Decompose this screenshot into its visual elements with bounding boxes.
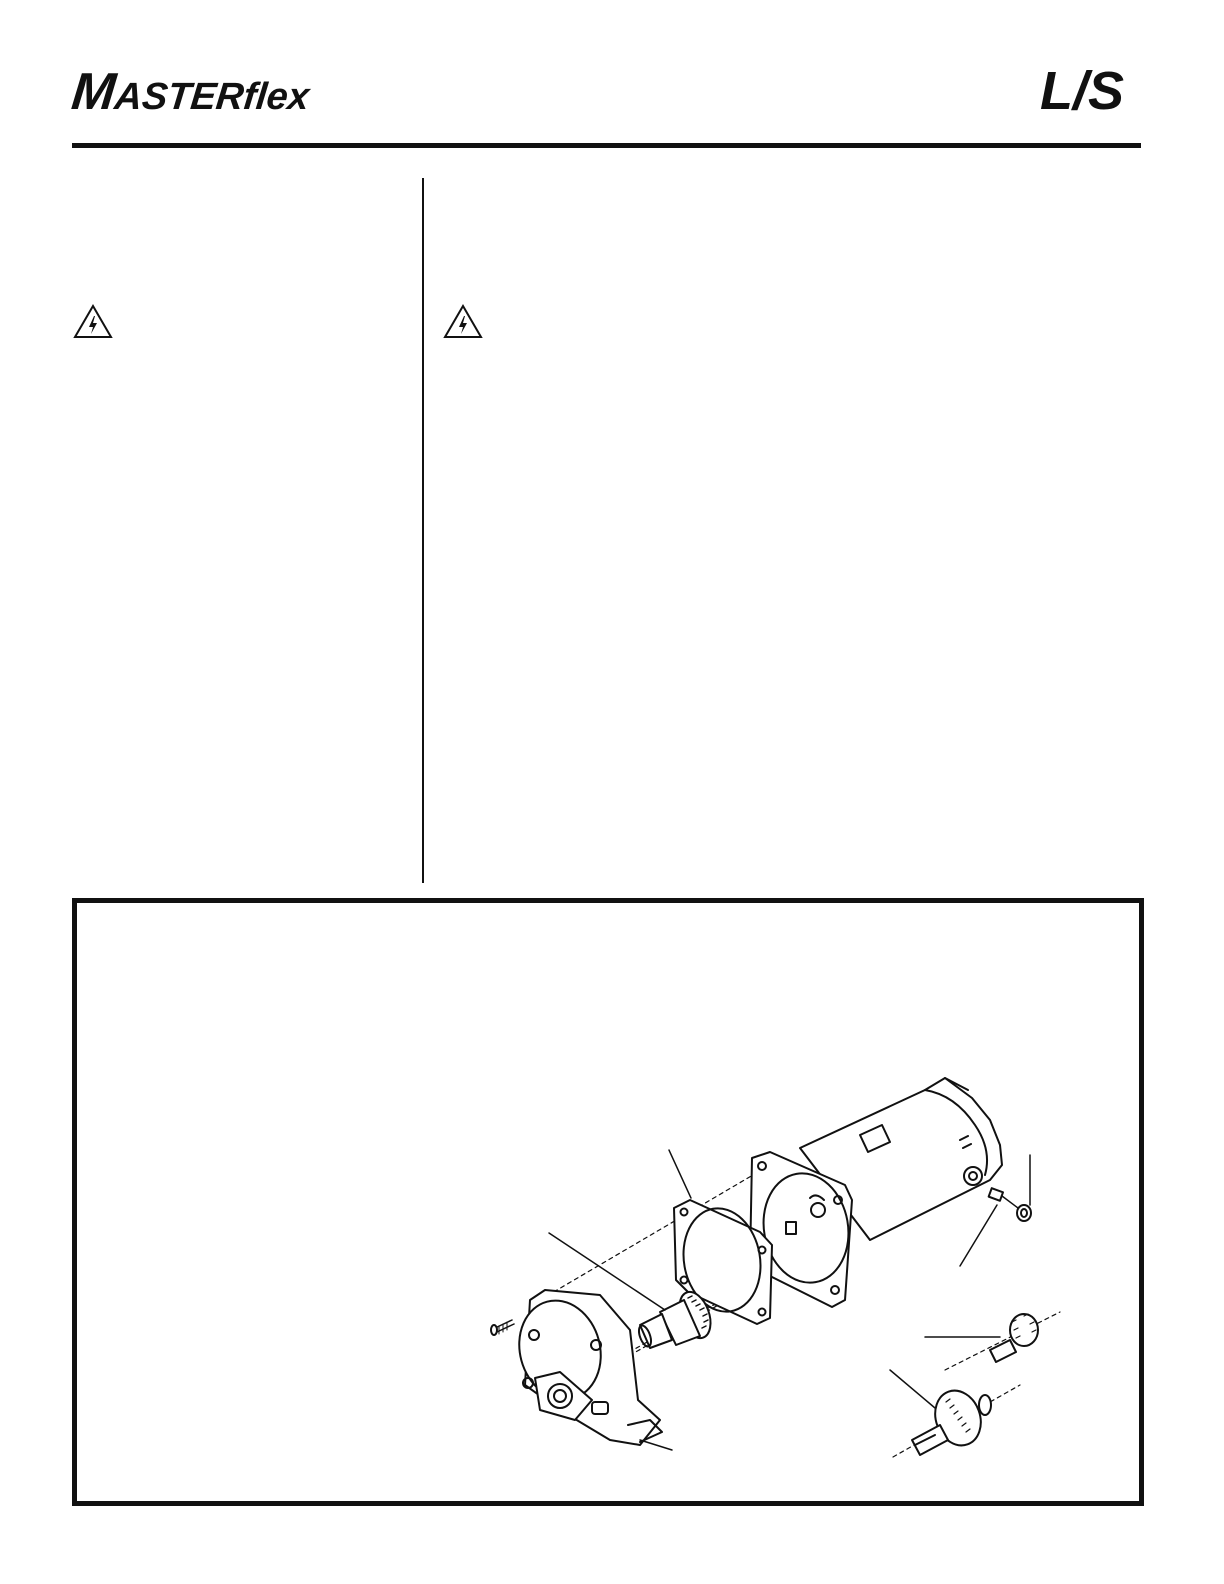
- motor-brush-and-cap: [989, 1188, 1031, 1221]
- small-pinion-gear: [990, 1314, 1038, 1362]
- large-output-gear: [912, 1384, 991, 1455]
- column-divider: [422, 178, 424, 883]
- screw: [491, 1320, 514, 1335]
- model-logo: L/S: [1039, 61, 1124, 121]
- header-rule: [72, 143, 1141, 148]
- brand-logo-initial: M: [68, 63, 119, 121]
- electrical-hazard-warning-icon: [443, 304, 483, 340]
- gearbox-housing: [508, 1290, 662, 1445]
- brand-logo-rest: ASTERflex: [112, 76, 312, 118]
- brand-logo: [68, 63, 312, 121]
- exploded-assembly-diagram: [470, 1070, 1090, 1490]
- electrical-hazard-warning-icon: [73, 304, 113, 340]
